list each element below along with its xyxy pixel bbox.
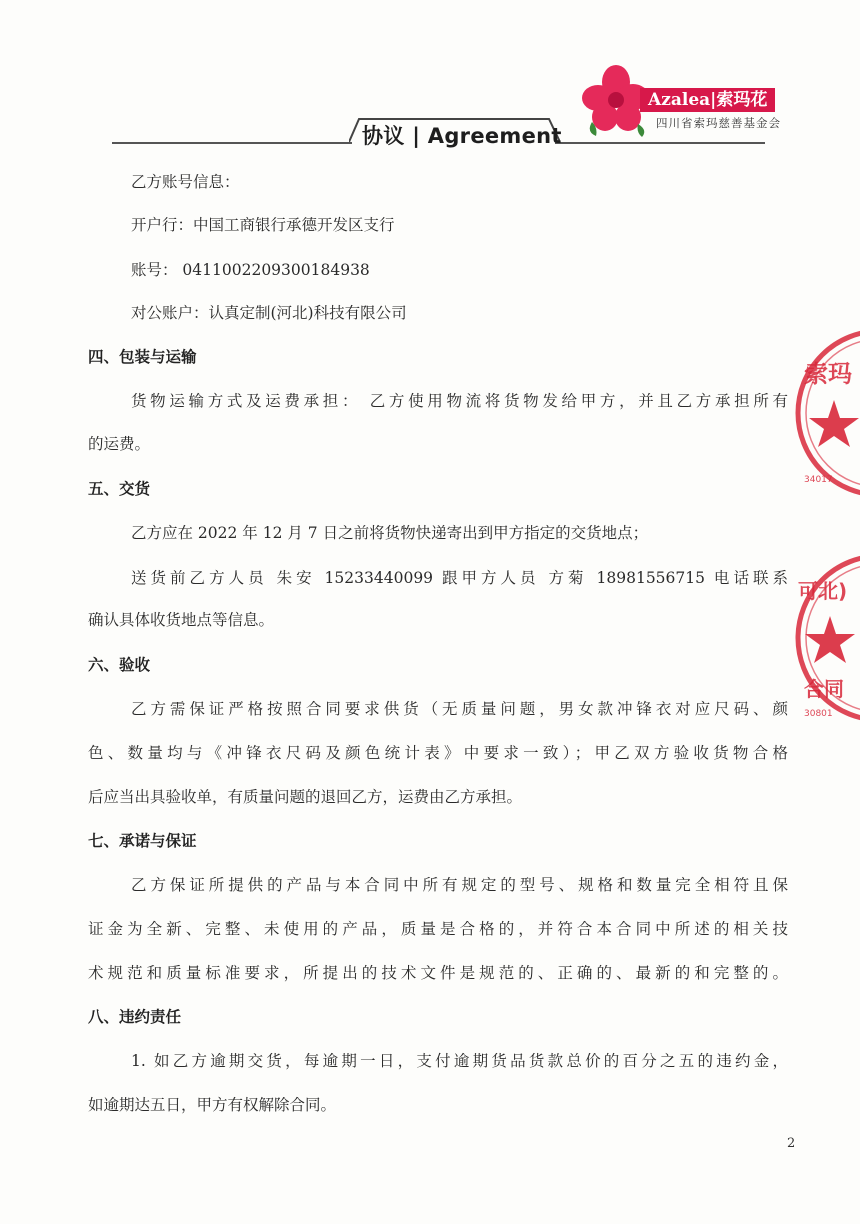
page-number: 2	[787, 1136, 796, 1151]
company-seal-top	[790, 322, 860, 504]
section-6-paragraph-line: 后应当出具验收单，有质量问题的退回乙方，运费由乙方承担。	[88, 788, 523, 806]
section-6-title: 六、验收	[88, 656, 151, 674]
section-5-paragraph-line: 送货前乙方人员 朱安 15233440099 跟甲方人员 方菊 18981556715 电话联系	[131, 569, 788, 587]
section-7-paragraph-line: 术规范和质量标准要求，所提出的技术文件是规范的、正确的、最新的和完整的。	[88, 964, 788, 982]
seal-top-text: 索玛	[804, 360, 852, 388]
section-6-paragraph-line: 色、数量均与《冲锋衣尺码及颜色统计表》中要求一致）；甲乙双方验收货物合格	[88, 744, 788, 762]
seal-bottom-text-2: 合同	[804, 677, 844, 701]
logo-brand-text: Azalea|索玛花	[640, 88, 775, 112]
account-bank: 开户行：中国工商银行承德开发区支行	[131, 216, 395, 234]
account-holder: 对公账户：认真定制(河北)科技有限公司	[131, 304, 407, 322]
page-title: 协议 | Agreement	[362, 124, 562, 148]
seal-bottom-code: 30801	[804, 709, 833, 719]
section-4-paragraph-line: 货物运输方式及运费承担： 乙方使用物流将货物发给甲方，并且乙方承担所有	[131, 392, 788, 410]
section-4-paragraph-line: 的运费。	[88, 435, 151, 453]
section-7-paragraph-line: 乙方保证所提供的产品与本合同中所有规定的型号、规格和数量完全相符且保	[131, 876, 788, 894]
section-8-title: 八、违约责任	[88, 1008, 182, 1026]
section-7-paragraph-line: 证金为全新、完整、未使用的产品，质量是合格的，并符合本合同中所述的相关技	[88, 920, 788, 938]
header-rule-left	[112, 142, 352, 144]
section-5-title: 五、交货	[88, 480, 151, 498]
seal-top-code: 34017	[804, 475, 833, 485]
account-number: 账号： 0411002209300184938	[131, 261, 370, 279]
logo-org-name: 四川省索玛慈善基金会	[656, 116, 781, 130]
section-5-paragraph: 乙方应在 2022 年 12 月 7 日之前将货物快递寄出到甲方指定的交货地点；	[131, 524, 649, 542]
section-5-paragraph-line: 确认具体收货地点等信息。	[88, 611, 275, 629]
foundation-logo	[578, 62, 781, 142]
account-heading: 乙方账号信息：	[131, 173, 240, 191]
contract-seal	[790, 548, 860, 728]
header-rule-right	[555, 142, 765, 144]
section-6-paragraph-line: 乙方需保证严格按照合同要求供货（无质量问题，男女款冲锋衣对应尺码、颜	[131, 700, 788, 718]
section-8-paragraph-line: 如逾期达五日，甲方有权解除合同。	[88, 1096, 337, 1114]
section-8-paragraph-line: 1. 如乙方逾期交货，每逾期一日，支付逾期货品货款总价的百分之五的违约金，	[131, 1052, 788, 1070]
section-4-title: 四、包装与运输	[88, 348, 197, 366]
seal-bottom-text-1: 可北)	[798, 579, 848, 603]
section-7-title: 七、承诺与保证	[88, 832, 197, 850]
